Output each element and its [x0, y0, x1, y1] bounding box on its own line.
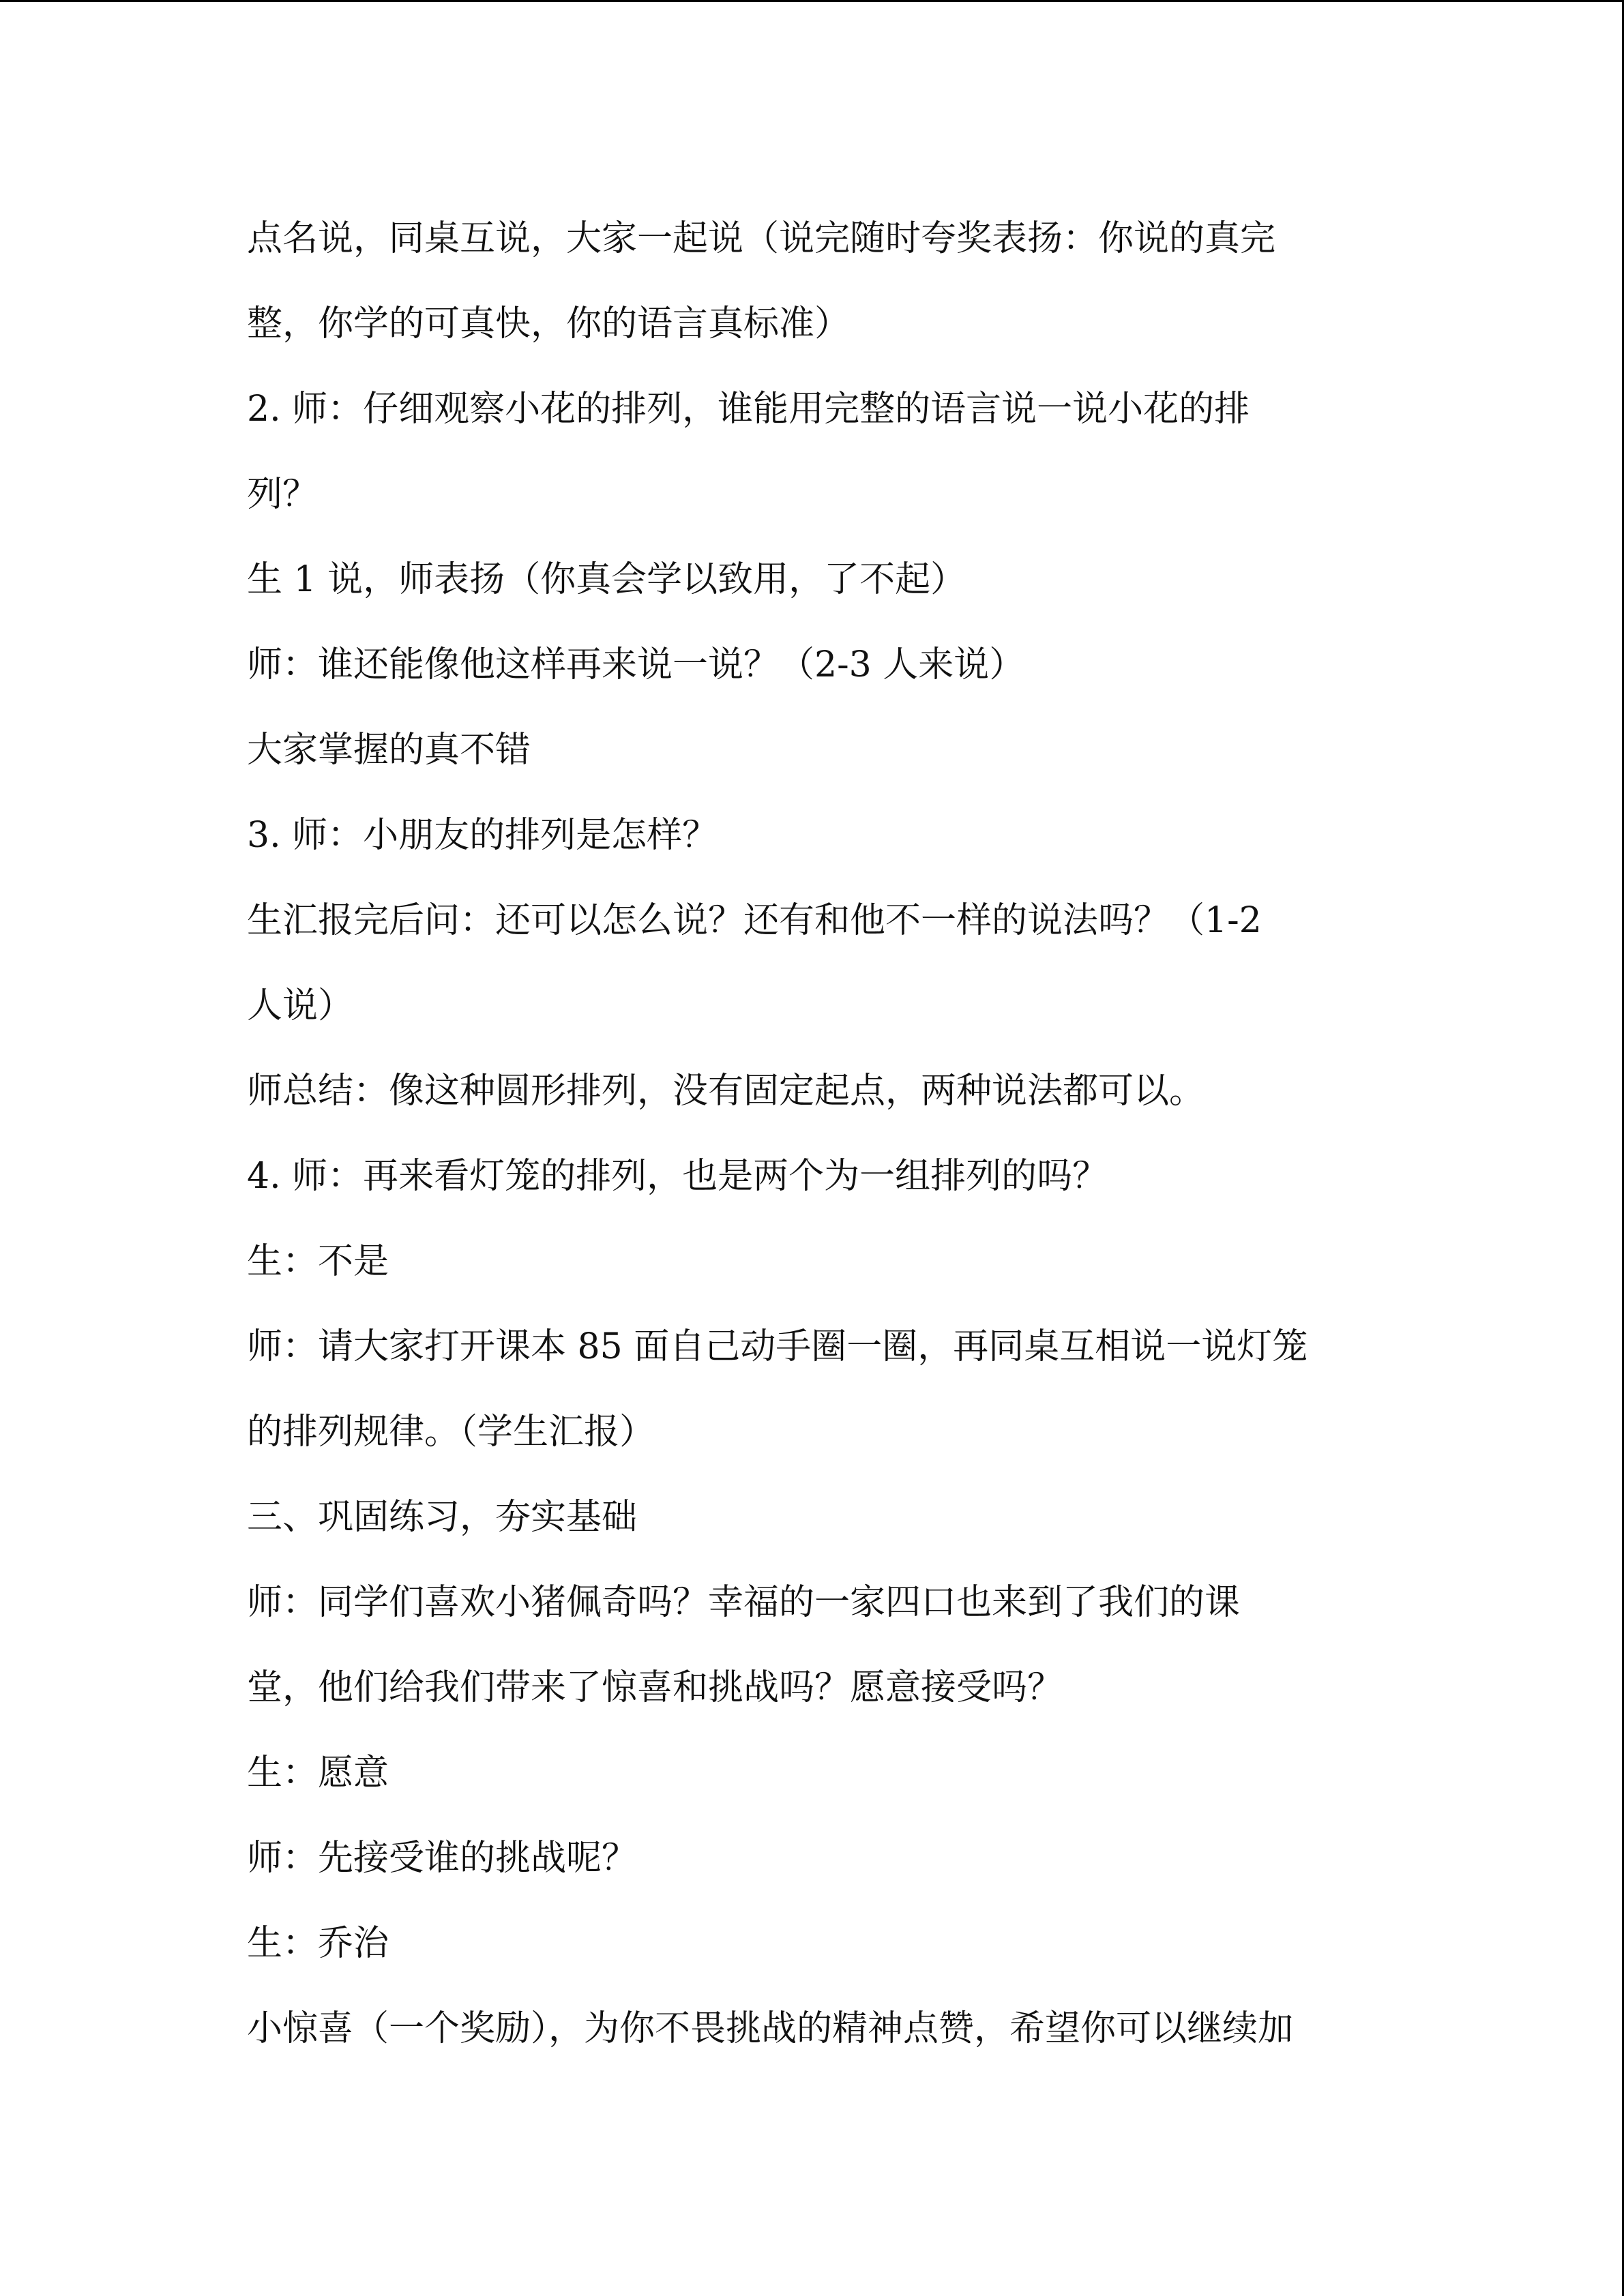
text-line: 大家掌握的真不错 [247, 730, 531, 771]
text-line: 2. 师：仔细观察小花的排列，谁能用完整的语言说一说小花的排 [247, 389, 1250, 430]
text-line: 生：乔治 [247, 1923, 389, 1964]
text-line: 生汇报完后问：还可以怎么说？还有和他不一样的说法吗？（1-2 [247, 900, 1262, 941]
page-border-top [0, 0, 1624, 2]
text-line: 师：请大家打开课本 85 面自己动手圈一圈，再同桌互相说一说灯笼 [247, 1326, 1308, 1367]
text-line: 整，你学的可真快，你的语言真标准） [247, 303, 851, 344]
text-line: 人说） [247, 985, 354, 1026]
text-line: 4. 师：再来看灯笼的排列，也是两个为一组排列的吗？ [247, 1156, 1108, 1197]
text-line: 3. 师：小朋友的排列是怎样？ [247, 815, 718, 856]
text-line: 列？ [247, 474, 319, 515]
text-line: 师：同学们喜欢小猪佩奇吗？幸福的一家四口也来到了我们的课 [247, 1582, 1241, 1623]
text-line: 师总结：像这种圆形排列，没有固定起点，两种说法都可以。 [247, 1071, 1205, 1112]
text-line: 小惊喜（一个奖励），为你不畏挑战的精神点赞，希望你可以继续加 [247, 2008, 1294, 2049]
text-line: 生：不是 [247, 1241, 389, 1282]
text-line: 师：谁还能像他这样再来说一说？（2-3 人来说） [247, 644, 1025, 685]
text-line: 堂，他们给我们带来了惊喜和挑战吗？愿意接受吗？ [247, 1667, 1063, 1708]
document-body [247, 196, 1393, 2072]
text-line: 师：先接受谁的挑战呢？ [247, 1838, 638, 1879]
text-line: 生 1 说，师表扬（你真会学以致用，了不起） [247, 559, 966, 600]
text-line: 点名说，同桌互说，大家一起说（说完随时夸奖表扬：你说的真完 [247, 218, 1276, 259]
text-line: 的排列规律。（学生汇报） [247, 1412, 655, 1452]
section-heading: 三、巩固练习，夯实基础 [247, 1497, 638, 1538]
text-line: 生：愿意 [247, 1753, 389, 1793]
